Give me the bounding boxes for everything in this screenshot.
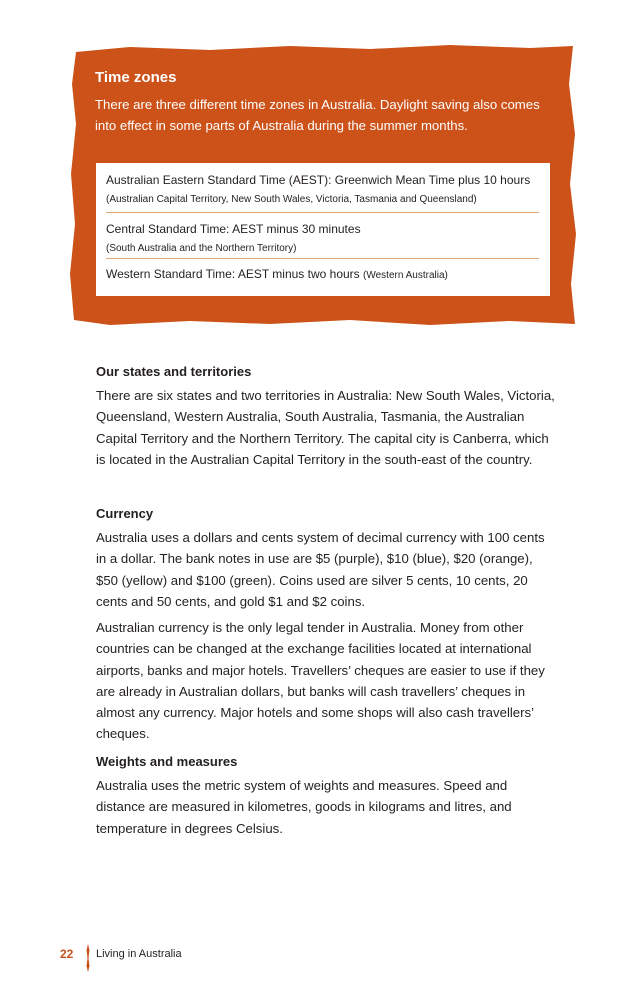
time-zone-aest (106, 171, 539, 209)
time-zones-intro: There are three different time zones in Australia. Daylight saving also comes into effect in some parts of Australia during the summer months. (95, 97, 540, 133)
time-zone-areas: (Australian Capital Territory, New South Wales, Victoria, Tasmania and Queensland) (106, 194, 477, 205)
page-footer (60, 944, 260, 974)
page-number: 22 (60, 947, 74, 961)
section-currency-continued (96, 617, 556, 745)
section-paragraph: There are six states and two territories in Australia: New South Wales, Victoria, Queensland, Western Australia, South Australia, Tasmania, the Australian Capital Territory and the Northern Territory. The capital city is Canberra, which is located in the Australian Capital Territory in the south-east of the country. (96, 388, 555, 467)
time-zone-areas: (South Australia and the Northern Territory) (106, 243, 297, 254)
footer-divider (86, 944, 90, 972)
section-heading: Our states and territories (96, 364, 252, 379)
time-zones-list (96, 163, 550, 296)
time-zones-title: Time zones (95, 69, 177, 86)
time-zone-name: Australian Eastern Standard Time (AEST): Greenwich Mean Time plus 10 hours (106, 173, 531, 187)
time-zone-central (106, 220, 539, 258)
publication-title: Living in Australia (96, 948, 182, 960)
section-paragraph: Australian currency is the only legal tender in Australia. Money from other countries can be changed at the exchange facilities located at international airports, banks and major hotels. Travellers’ cheques are easier to use if they are already in Australian dollars, but banks will cash travellers’ cheques in almost any currency. Major hotels and some shops will also cash travellers’ cheques. (96, 620, 545, 742)
section-states (96, 362, 556, 470)
section-weights (96, 752, 556, 839)
section-currency (96, 504, 556, 612)
section-heading: Currency (96, 506, 154, 521)
time-zone-western (106, 265, 539, 285)
section-heading: Weights and measures (96, 754, 238, 769)
time-zone-name: Central Standard Time: AEST minus 30 minutes (106, 222, 361, 236)
section-paragraph: Australia uses a dollars and cents system of decimal currency with 100 cents in a dollar. The bank notes in use are $5 (purple), $10 (blue), $20 (orange), $50 (yellow) and $100 (green). Coins used are silver 5 cents, 10 cents, 20 cents and 50 cents, and gold $1 and $2 coins. (96, 530, 545, 609)
time-zones-panel (70, 44, 576, 326)
section-paragraph: Australia uses the metric system of weights and measures. Speed and distance are measured in kilometres, goods in kilograms and litres, and temperature in degrees Celsius. (96, 778, 512, 836)
time-zone-name: Western Standard Time: AEST minus two hours (106, 267, 360, 281)
divider (106, 258, 539, 259)
time-zone-areas: (Western Australia) (363, 270, 448, 281)
divider (106, 212, 539, 213)
